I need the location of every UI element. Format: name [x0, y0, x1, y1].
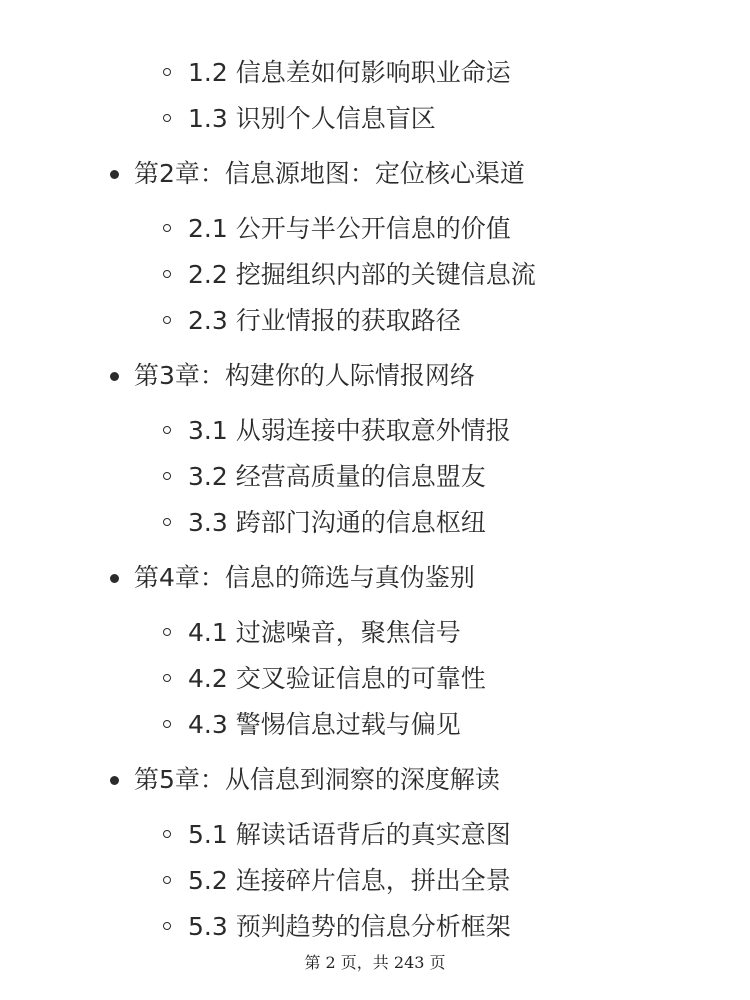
section-item-5-3 — [0, 904, 750, 950]
chapter-title: 第5章：从信息到洞察的深度解读 — [134, 765, 500, 794]
section-label: 4.1 过滤噪音，聚焦信号 — [188, 618, 461, 647]
section-item-4-3 — [0, 702, 750, 748]
filled-bullet-icon — [110, 574, 119, 583]
section-label: 4.3 警惕信息过载与偏见 — [188, 710, 461, 739]
hollow-bullet-icon — [163, 922, 171, 930]
section-label: 3.3 跨部门沟通的信息枢纽 — [188, 508, 486, 537]
section-list — [0, 206, 750, 344]
hollow-bullet-icon — [163, 426, 171, 434]
hollow-bullet-icon — [163, 114, 171, 122]
hollow-bullet-icon — [163, 674, 171, 682]
hollow-bullet-icon — [163, 830, 171, 838]
filled-bullet-icon — [110, 776, 119, 785]
section-list — [0, 408, 750, 546]
section-label: 5.3 预判趋势的信息分析框架 — [188, 912, 511, 941]
chapter-title: 第3章：构建你的人际情报网络 — [134, 361, 475, 390]
section-item-3-2 — [0, 454, 750, 500]
chapter-heading — [0, 148, 750, 200]
chapter-3 — [0, 350, 750, 546]
hollow-bullet-icon — [163, 472, 171, 480]
chapter-title: 第4章：信息的筛选与真伪鉴别 — [134, 563, 475, 592]
section-item-2-2 — [0, 252, 750, 298]
section-item-4-2 — [0, 656, 750, 702]
section-item-5-2 — [0, 858, 750, 904]
filled-bullet-icon — [110, 372, 119, 381]
chapter-heading — [0, 552, 750, 604]
section-item-4-1 — [0, 610, 750, 656]
section-item-5-1 — [0, 812, 750, 858]
chapter-4 — [0, 552, 750, 748]
section-item-1-3 — [0, 96, 750, 142]
section-label: 2.1 公开与半公开信息的价值 — [188, 214, 511, 243]
section-list — [0, 50, 750, 142]
hollow-bullet-icon — [163, 876, 171, 884]
filled-bullet-icon — [110, 170, 119, 179]
hollow-bullet-icon — [163, 68, 171, 76]
hollow-bullet-icon — [163, 270, 171, 278]
section-label: 1.3 识别个人信息盲区 — [188, 104, 436, 133]
section-item-2-3 — [0, 298, 750, 344]
chapter-1-continued — [0, 50, 750, 142]
hollow-bullet-icon — [163, 628, 171, 636]
section-list — [0, 812, 750, 950]
chapter-2 — [0, 148, 750, 344]
page-number-footer: 第 2 页，共 243 页 — [304, 953, 446, 972]
section-item-2-1 — [0, 206, 750, 252]
section-label: 2.2 挖掘组织内部的关键信息流 — [188, 260, 536, 289]
section-label: 3.1 从弱连接中获取意外情报 — [188, 416, 511, 445]
section-label: 4.2 交叉验证信息的可靠性 — [188, 664, 486, 693]
section-label: 5.1 解读话语背后的真实意图 — [188, 820, 511, 849]
chapter-5 — [0, 754, 750, 950]
section-label: 2.3 行业情报的获取路径 — [188, 306, 461, 335]
section-label: 5.2 连接碎片信息，拼出全景 — [188, 866, 511, 895]
section-list — [0, 610, 750, 748]
section-item-1-2 — [0, 50, 750, 96]
section-label: 1.2 信息差如何影响职业命运 — [188, 58, 511, 87]
hollow-bullet-icon — [163, 518, 171, 526]
table-of-contents — [0, 50, 750, 956]
chapter-heading — [0, 350, 750, 402]
section-item-3-3 — [0, 500, 750, 546]
hollow-bullet-icon — [163, 316, 171, 324]
chapter-heading — [0, 754, 750, 806]
section-label: 3.2 经营高质量的信息盟友 — [188, 462, 486, 491]
section-item-3-1 — [0, 408, 750, 454]
hollow-bullet-icon — [163, 224, 171, 232]
chapter-title: 第2章：信息源地图：定位核心渠道 — [134, 159, 525, 188]
hollow-bullet-icon — [163, 720, 171, 728]
